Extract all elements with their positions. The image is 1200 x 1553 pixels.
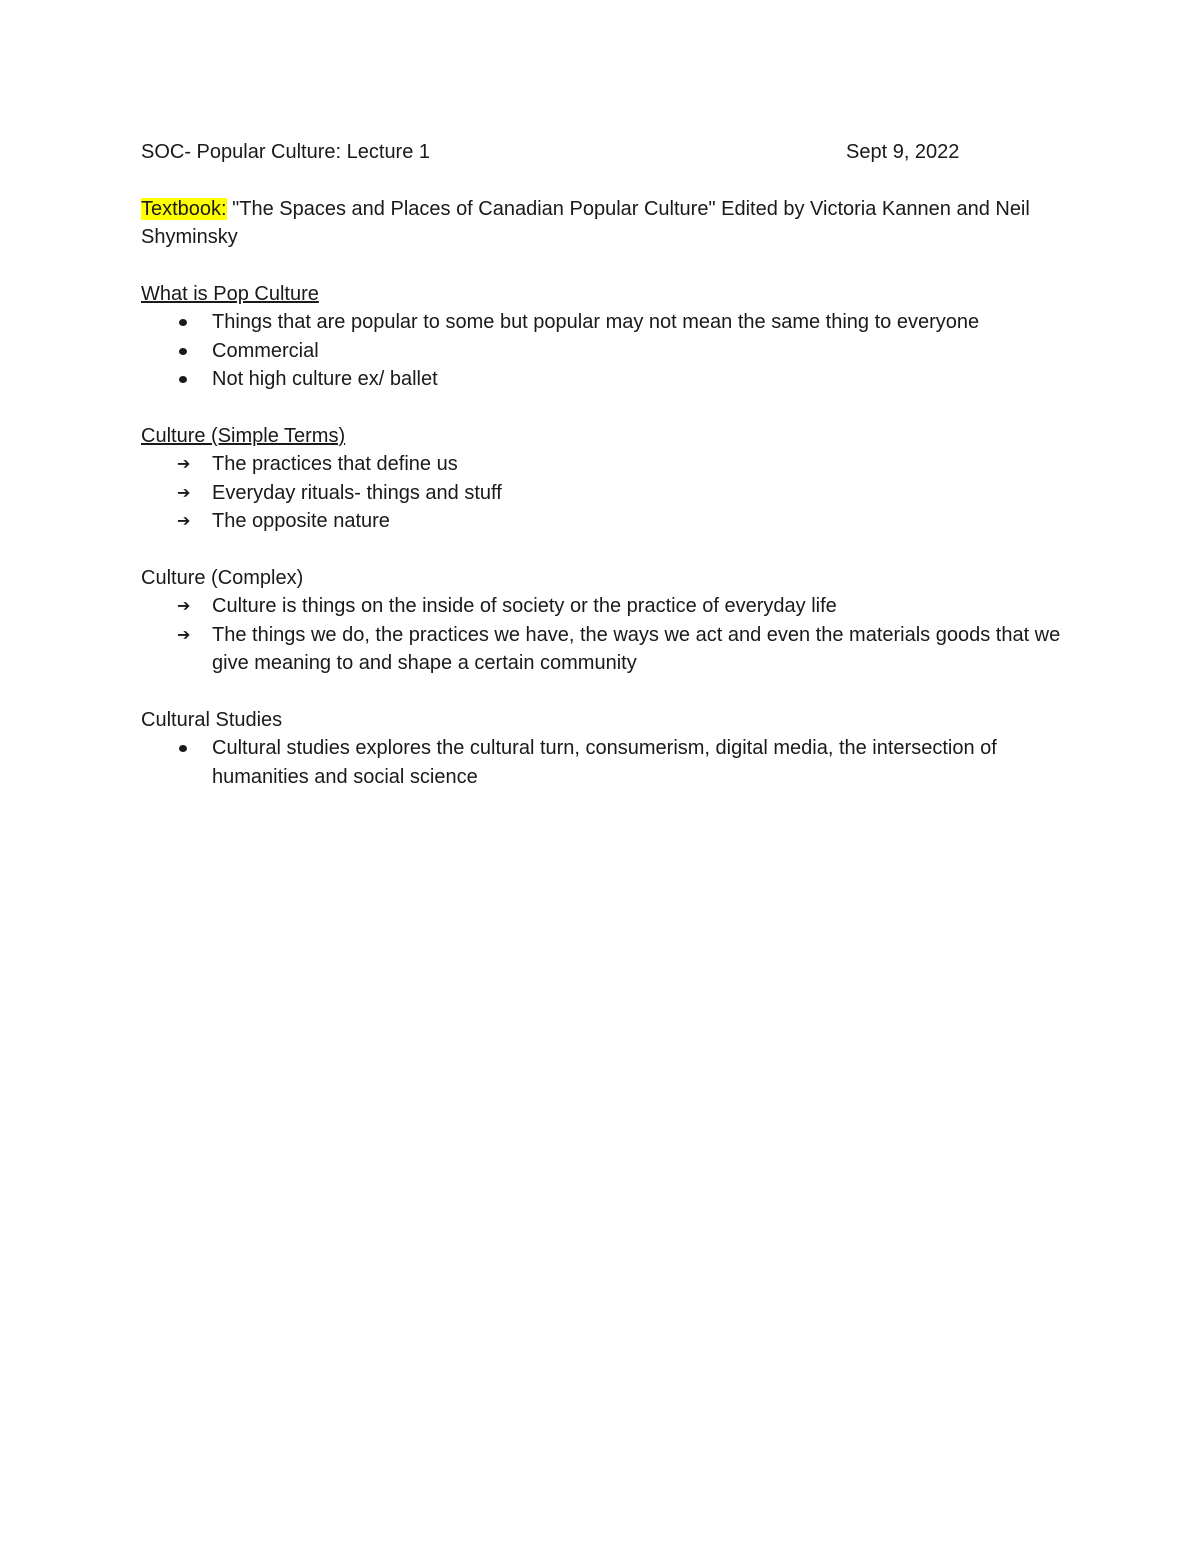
arrow-list: [141, 450, 1066, 535]
list-item: [141, 507, 1066, 535]
section-heading: What is Pop Culture: [141, 282, 319, 305]
bullet-dot-icon: [179, 745, 187, 752]
section-heading: Culture (Complex): [141, 567, 304, 590]
list-item-text: Culture is things on the inside of society or the practice of everyday life: [212, 595, 837, 618]
list-item: [141, 308, 1066, 336]
textbook-text: "The Spaces and Places of Canadian Popular Culture" Edited by Victoria Kannen and Neil Shyminsky: [141, 197, 1030, 249]
list-item-text: Things that are popular to some but popular may not mean the same thing to everyone: [212, 311, 980, 334]
list-item-text: The things we do, the practices we have, the ways we act and even the materials goods that we give meaning to and shape a certain community: [212, 623, 1061, 675]
list-item-text: Everyday rituals- things and stuff: [212, 481, 502, 504]
bullet-dot-icon: [179, 348, 187, 355]
arrow-list: [141, 592, 1066, 677]
section-culture-simple: [141, 422, 1066, 536]
list-item-text: The practices that define us: [212, 453, 458, 476]
course-title: SOC- Popular Culture: Lecture 1: [141, 141, 431, 163]
list-item: [141, 592, 1066, 620]
section-cultural-studies: [141, 706, 1066, 791]
textbook-paragraph: [141, 195, 1066, 252]
list-item-text: Commercial: [212, 339, 319, 362]
list-item-text: Not high culture ex/ ballet: [212, 368, 438, 391]
bullet-list: [141, 734, 1066, 791]
section-culture-complex: [141, 564, 1066, 678]
spacer: [141, 536, 1066, 564]
textbook-label: Textbook:: [141, 197, 227, 220]
list-item: [141, 479, 1066, 507]
header-line: [141, 138, 1066, 166]
document-body: [141, 138, 1066, 791]
list-item: [141, 365, 1066, 393]
spacer: [141, 166, 1066, 194]
list-item: [141, 734, 1066, 791]
bullet-dot-icon: [179, 319, 187, 326]
arrow-right-icon: ➔: [177, 511, 191, 531]
lecture-date: Sept 9, 2022: [846, 141, 960, 163]
arrow-right-icon: ➔: [177, 596, 191, 616]
arrow-right-icon: ➔: [177, 454, 191, 474]
list-item-text: Cultural studies explores the cultural turn, consumerism, digital media, the intersection of humanities and social science: [212, 737, 997, 788]
bullet-dot-icon: [179, 376, 187, 383]
spacer: [141, 394, 1066, 422]
list-item-text: The opposite nature: [212, 510, 390, 533]
list-item: [141, 621, 1066, 678]
spacer: [141, 678, 1066, 706]
section-what-is-pop-culture: [141, 280, 1066, 394]
arrow-right-icon: ➔: [177, 624, 191, 644]
list-item: [141, 450, 1066, 478]
section-heading: Culture (Simple Terms): [141, 425, 346, 447]
list-item: [141, 337, 1066, 365]
bullet-list: [141, 308, 1066, 393]
section-heading: Cultural Studies: [141, 709, 283, 732]
arrow-right-icon: ➔: [177, 482, 191, 502]
spacer: [141, 252, 1066, 280]
